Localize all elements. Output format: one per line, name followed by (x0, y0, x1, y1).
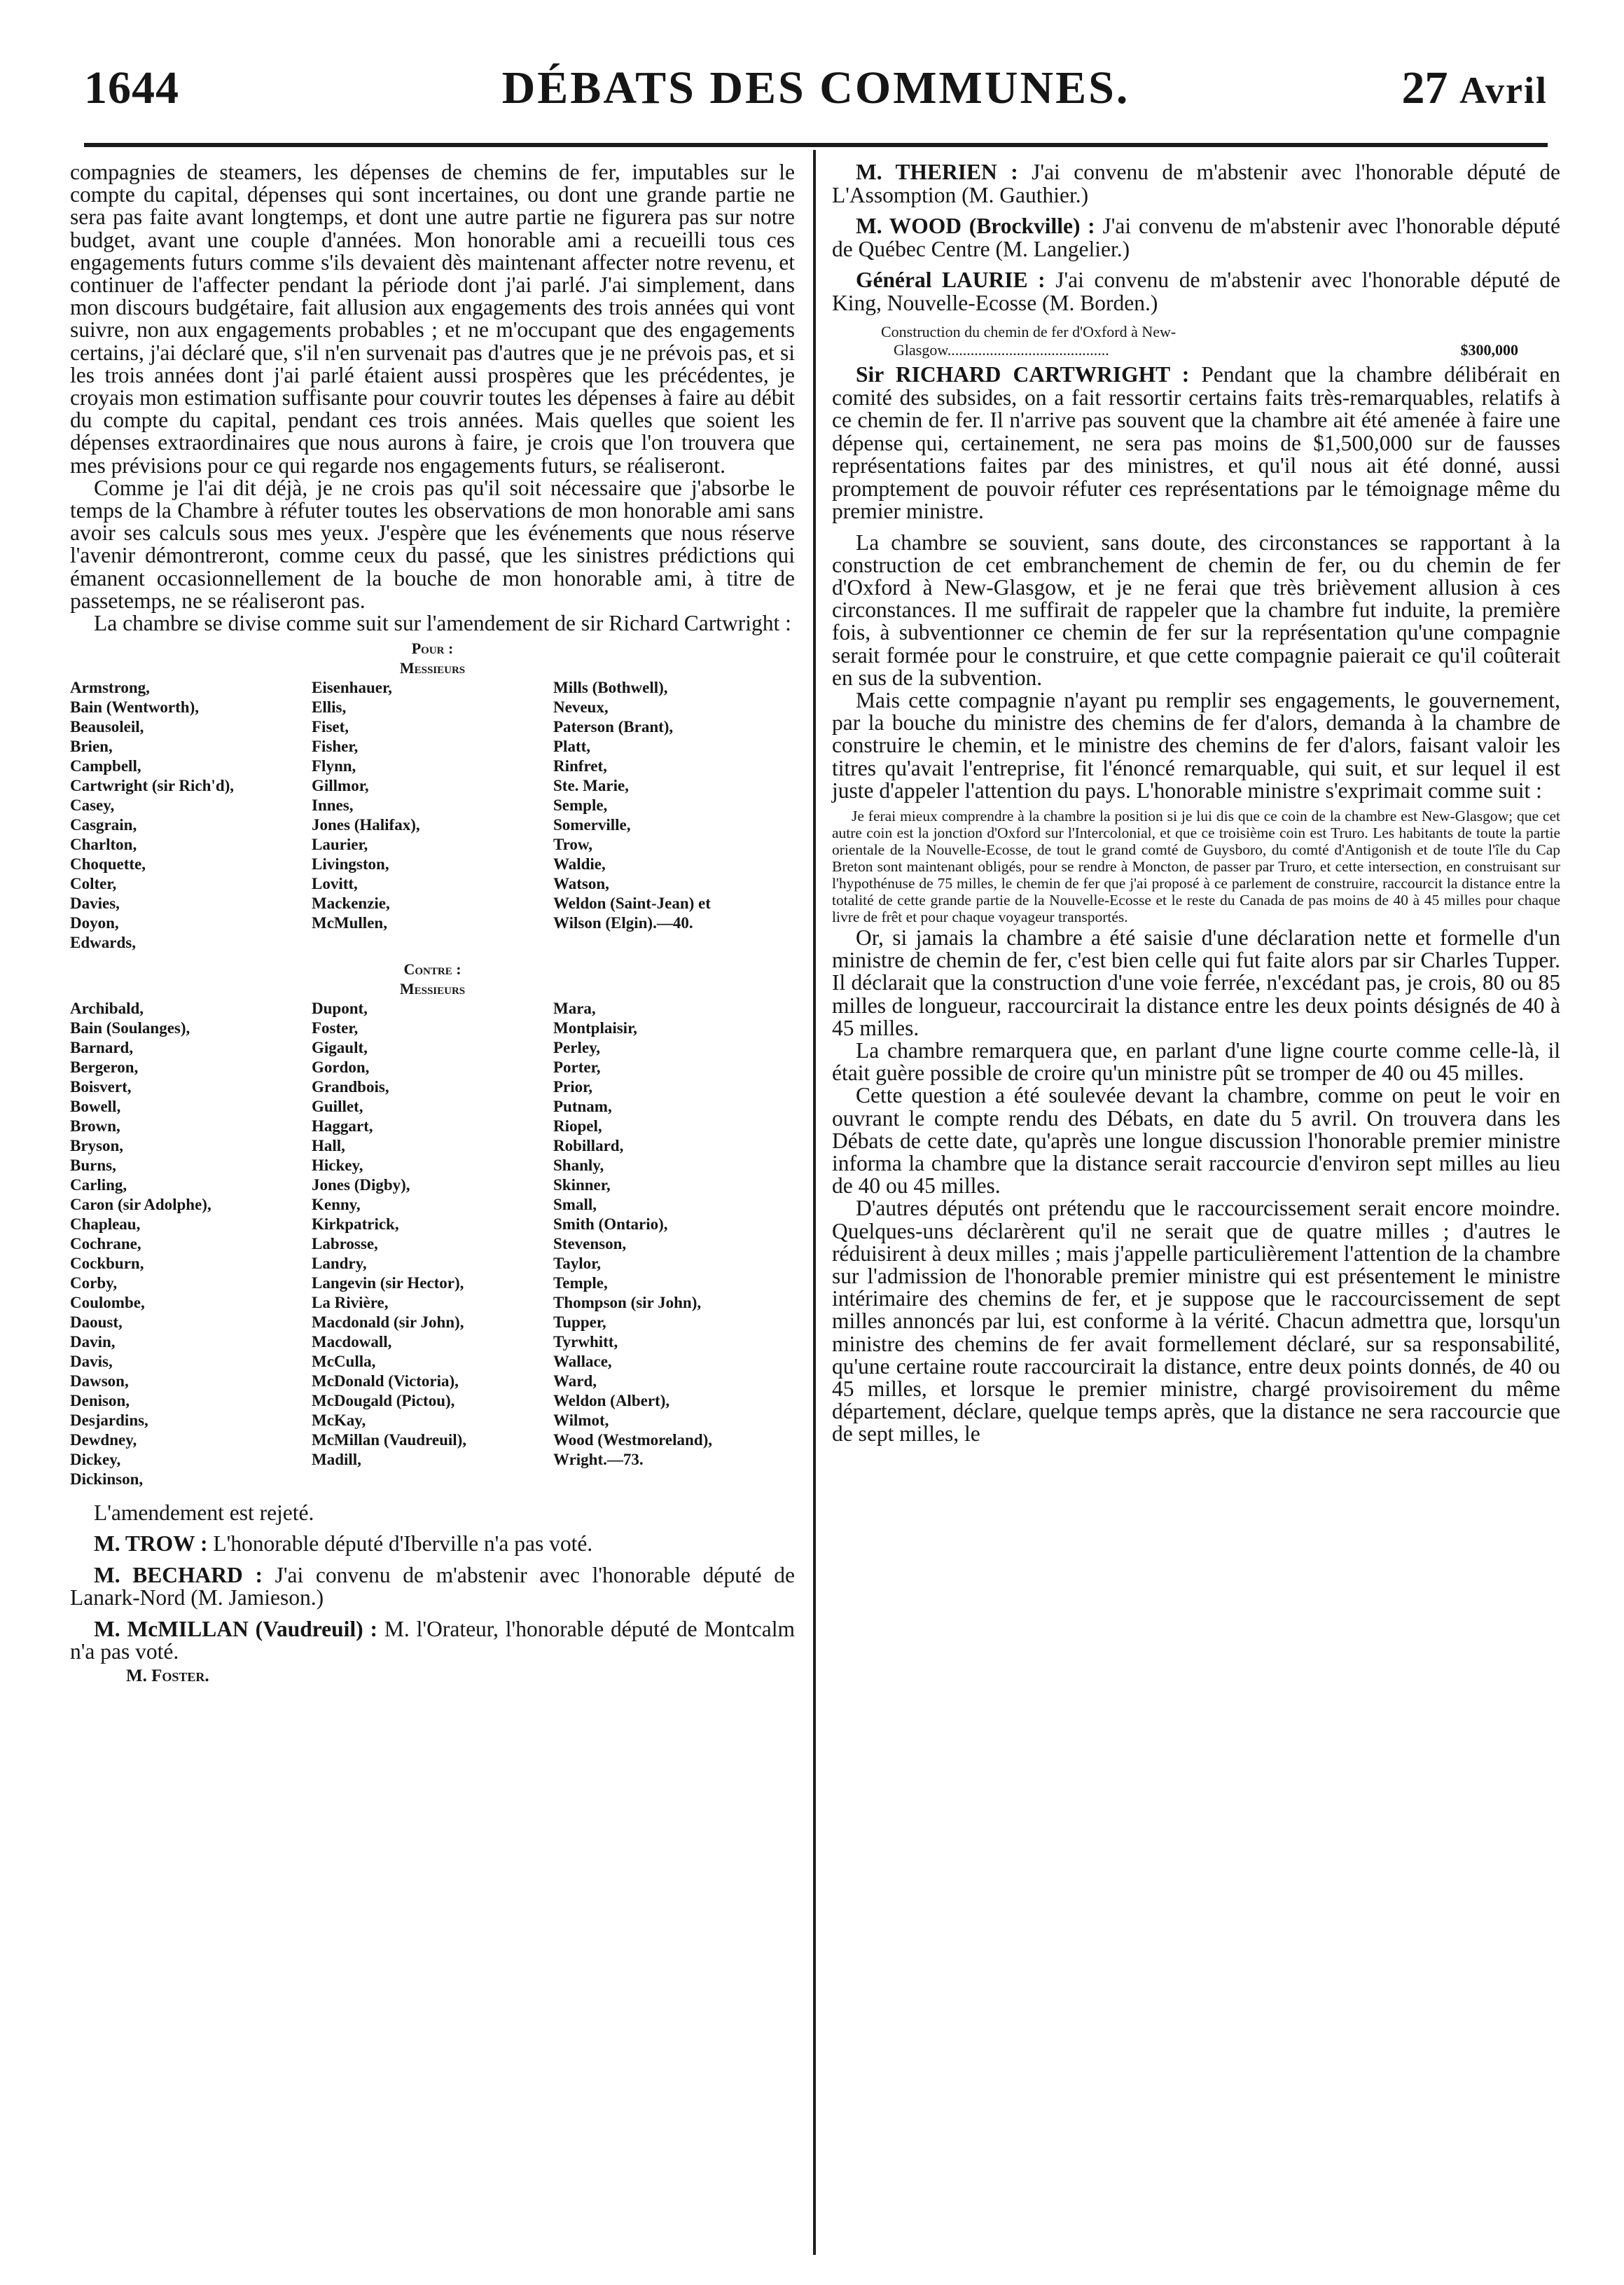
contre-member: Langevin (sir Hector), (312, 1274, 464, 1292)
pour-member: Fisher, (312, 738, 359, 756)
pour-member: Choquette, (70, 855, 146, 874)
speech-laurie-text: J'ai convenu de m'abstenir avec l'honorable député de King, Nouvelle-Ecosse (M. Borden.) (832, 268, 1561, 315)
contre-member: Labrosse, (312, 1235, 378, 1253)
contre-member: Grandbois, (312, 1078, 389, 1096)
pour-member: Trow, (553, 836, 593, 854)
contre-member: McDonald (Victoria), (312, 1372, 459, 1390)
pour-member: Flynn, (312, 757, 356, 775)
contre-member: Smith (Ontario), (553, 1215, 668, 1234)
contre-member: Dickey, (70, 1451, 121, 1469)
pour-member: Edwards, (70, 934, 136, 952)
speech-laurie (832, 269, 1560, 315)
pour-heading: Pour : (411, 640, 454, 658)
contre-member: Bergeron, (70, 1058, 139, 1077)
budget-amount: $300,000 (1460, 341, 1518, 359)
pour-messieurs: Messieurs (399, 659, 466, 677)
contre-member: Wright.—73. (553, 1451, 644, 1469)
pour-member: Livingston, (312, 855, 389, 874)
contre-member: Temple, (553, 1274, 608, 1292)
pour-member: Lovitt, (312, 875, 358, 893)
pour-member: Casgrain, (70, 816, 137, 834)
contre-member: Davis, (70, 1353, 113, 1371)
contre-member: Haggart, (312, 1117, 373, 1135)
contre-member: Bain (Soulanges), (70, 1019, 190, 1037)
right-paragraph-2: La chambre se souvient, sans doute, des circonstances se rapportant à la construction de cet embranchement de chemin de fer, ou du chemin de fer d'Oxford à New-Glasgow, et je ne ferai que très brièvement allusion à ces circonstances. Il me suffirait de rappeler que la chambre fut induite, la première fois, à subventionner ce chemin de fer sur la représentation qu'une compagnie serait formée pour le construire, et que cette compagnie paierait ce qu'il coûterait en sus de la subvention. (832, 530, 1560, 690)
contre-member: Foster, (312, 1019, 359, 1037)
pour-member: Colter, (70, 875, 117, 893)
pour-member: Gillmor, (312, 777, 369, 795)
contre-member: Denison, (70, 1392, 130, 1410)
speaker-foster: M. Foster. (126, 1666, 209, 1685)
contre-member: McCulla, (312, 1353, 376, 1371)
contre-member: Dewdney, (70, 1431, 137, 1449)
pour-member: Bain (Wentworth), (70, 698, 199, 717)
pour-member: Charlton, (70, 836, 137, 854)
speech-mcmillan-text: M. l'Orateur, l'honorable député de Montcalm n'a pas voté. (70, 1616, 795, 1664)
speaker-bechard: M. BECHARD : (94, 1562, 263, 1587)
budget-line-1: Construction du chemin de fer d'Oxford à New- (881, 323, 1177, 340)
pour-member: Jones (Halifax), (312, 816, 420, 834)
contre-member: Shanly, (553, 1157, 604, 1175)
left-paragraph-1: compagnies de steamers, les dépenses de chemins de fer, imputables sur le compte du capital, dépenses qui sont incertaines, ou dont une grande partie ne sera pas faite avant longtemps, et dont une autre partie ne figurera pas sur notre budget, avant une couple d'années. Mon honorable ami a recueilli tous ces engagements futurs comme s'ils devaient dès maintenant affecter notre revenu, et continuer de l'affecter pendant la période dont j'ai parlé. J'ai simplement, dans mon discours budgétaire, fait allusion aux engagements des trois années qui vont suivre, non aux engagements probables ; et ne m'occupant que des engagements certains, j'ai déclaré que, s'il n'en survenait pas d'autres que je ne prévois pas, et si les trois années dont j'ai parlé étaient aussi prospères que les précédentes, je croyais mon estimation suffisante pour couvrir toutes les dépenses à faire au débit du compte du capital, pendant ces trois années. Mais quelles que soient les dépenses extraordinaires que nous aurons à faire, je crois que l'on trouvera que mes prévisions pour ce qui regarde nos engagements futurs, se réaliseront. (70, 160, 795, 478)
contre-member: Coulombe, (70, 1294, 145, 1312)
pour-member: Fiset, (312, 718, 349, 736)
contre-member: Wilmot, (553, 1411, 609, 1430)
pour-member: Eisenhauer, (312, 679, 392, 697)
contre-member: McDougald (Pictou), (312, 1392, 455, 1410)
contre-member: Hickey, (312, 1157, 363, 1175)
left-paragraph-2: Comme je l'ai dit déjà, je ne crois pas qu'il soit nécessaire que j'absorbe le temps de la Chambre à réfuter toutes les observations de mon honorable ami sans avoir ses calculs sous mes yeux. J'espère que les événements que nous réserve l'avenir démontreront, comme ceux du passé, que les sinistres prédictions qui émanent occasionnellement de la bouche de mon honorable ami, à titre de passetemps, ne se réaliseront pas. (70, 475, 795, 613)
minister-quote: Je ferai mieux comprendre à la chambre la position si je lui dis que ce coin de la chambre est New-Glasgow; que cet autre coin est la jonction d'Oxford sur l'Intercolonial, et que ce troisième coin est Truro. Les habitants de toute la partie orientale de la Nouvelle-Ecosse, de tout le grand comté de Guysboro, du comté d'Antigonish et de toute l'île du Cap Breton sont maintenant obligés, pour se rendre à Moncton, de passer par Truro, et cette intersection, en construisant sur l'hypothénuse de 75 milles, le chemin de fer que j'ai proposé à ce parlement de construire, raccourcit la distance entre la totalité de cette grande partie de la Nouvelle-Ecosse et le reste du Canada de pas moins de 40 à 45 milles pour chaque livre de frêt et pour chaque voyageur transportés. (832, 807, 1560, 925)
pour-member: Beausoleil, (70, 718, 144, 736)
contre-member: Thompson (sir John), (553, 1294, 702, 1312)
pour-member: Casey, (70, 796, 115, 815)
contre-member: Riopel, (553, 1117, 602, 1135)
pour-member: Campbell, (70, 757, 141, 775)
pour-member (312, 933, 553, 953)
page-number: 1644 (84, 62, 179, 113)
contre-member: Tyrwhitt, (553, 1333, 618, 1351)
column-divider (813, 150, 816, 2255)
contre-member: Brown, (70, 1117, 120, 1135)
contre-member: Skinner, (553, 1176, 611, 1194)
contre-member: Daoust, (70, 1313, 123, 1332)
pour-member: McMullen, (312, 914, 387, 932)
page-header (84, 62, 1548, 122)
contre-member: Boisvert, (70, 1078, 132, 1096)
contre-member: Landry, (312, 1255, 367, 1273)
pour-member: Waldie, (553, 855, 606, 874)
contre-member: Weldon (Albert), (553, 1392, 670, 1410)
contre-member: McMillan (Vaudreuil), (312, 1431, 467, 1449)
contre-member (312, 1470, 553, 1489)
contre-member: Gigault, (312, 1039, 368, 1057)
speaker-laurie: Général LAURIE : (856, 268, 1046, 292)
contre-member: Stevenson, (553, 1235, 627, 1253)
contre-member: Robillard, (553, 1137, 624, 1155)
pour-member: Watson, (553, 875, 609, 893)
contre-member: Madill, (312, 1451, 361, 1469)
pour-member: Somerville, (553, 816, 631, 834)
contre-member: Carling, (70, 1176, 127, 1194)
speaker-trow: M. TROW : (94, 1531, 208, 1556)
contre-member: Porter, (553, 1058, 601, 1077)
speech-trow (70, 1533, 795, 1556)
speaker-wood: M. WOOD (Brockville) : (856, 214, 1095, 238)
contre-member: Desjardins, (70, 1411, 148, 1430)
contre-member: Caron (sir Adolphe), (70, 1196, 211, 1214)
contre-member: Prior, (553, 1078, 592, 1096)
contre-member: Hall, (312, 1137, 345, 1155)
contre-member: Dickinson, (70, 1470, 144, 1489)
speech-bechard (70, 1564, 795, 1610)
right-paragraph-6: Cette question a été soulevée devant la chambre, comme on peut le voir en ouvrant le compte rendu des Débats, en date du 5 avril. On trouvera dans les Débats de cette date, qu'après une longue discussion l'honorable premier ministre informa la chambre que la distance serait raccourcie d'environ sept milles au lieu de 40 ou 45 milles. (832, 1083, 1560, 1199)
contre-member: Macdonald (sir John), (312, 1313, 464, 1332)
contre-member: Gordon, (312, 1058, 370, 1077)
pour-member: Mackenzie, (312, 895, 390, 913)
pour-member: Laurier, (312, 836, 368, 854)
speech-bechard-text: J'ai convenu de m'abstenir avec l'honorable député de Lanark-Nord (M. Jamieson.) (70, 1562, 795, 1610)
pour-member: Innes, (312, 796, 354, 815)
date-day: 27 (1401, 62, 1448, 113)
pour-member: Armstrong, (70, 679, 150, 697)
contre-member: Guillet, (312, 1098, 363, 1116)
contre-member: Tupper, (553, 1313, 606, 1332)
pour-member: Ste. Marie, (553, 777, 629, 795)
pour-member: Weldon (Saint-Jean) et (553, 895, 711, 913)
right-paragraph-4: Or, si jamais la chambre a été saisie d'une déclaration nette et formelle d'un ministre de chemin de fer, c'est bien celle qui fut faite alors par sir Charles Tupper. Il déclarait que la construction d'une voie ferrée, n'excédant pas, je crois, 80 ou 85 milles de longueur, raccourcirait la distance entre les deux points désignés de 40 à 45 milles. (832, 925, 1560, 1040)
contre-member: Dawson, (70, 1372, 129, 1390)
pour-member: Paterson (Brant), (553, 718, 674, 736)
contre-member: Cockburn, (70, 1255, 144, 1273)
contre-member: Chapleau, (70, 1215, 141, 1234)
pour-member: Ellis, (312, 698, 347, 717)
speech-therien (832, 161, 1560, 207)
contre-member: Macdowall, (312, 1333, 392, 1351)
contre-heading: Contre : (403, 960, 461, 979)
date-month: Avril (1459, 69, 1548, 111)
contre-member: Mara, (553, 1000, 596, 1018)
contre-member: Archibald, (70, 1000, 144, 1018)
budget-line-2: Glasgow.......................................... (894, 341, 1109, 359)
right-paragraph-5: La chambre remarquera que, en parlant d'une ligne courte comme celle-là, il était guère possible de croire qu'un ministre pût se tromper de 40 ou 45 milles. (832, 1037, 1560, 1086)
pour-member: Semple, (553, 796, 608, 815)
budget-item (832, 323, 1560, 359)
pour-member: Doyon, (70, 914, 119, 932)
speech-cartwright (832, 364, 1560, 523)
contre-member: Taylor, (553, 1255, 601, 1273)
contre-member: Wood (Westmoreland), (553, 1431, 713, 1449)
speech-trow-text: L'honorable député d'Iberville n'a pas voté. (207, 1531, 593, 1556)
contre-member: La Rivière, (312, 1294, 389, 1312)
right-column (832, 161, 1560, 1446)
speaker-mcmillan: M. McMILLAN (Vaudreuil) : (94, 1616, 378, 1641)
pour-member: Rinfret, (553, 757, 607, 775)
speech-mcmillan (70, 1618, 795, 1664)
contre-member (553, 1470, 795, 1489)
contre-member: Barnard, (70, 1039, 134, 1057)
contre-member: Dupont, (312, 1000, 368, 1018)
speaker-therien: M. THERIEN : (856, 160, 1018, 184)
page-title: DÉBATS DES COMMUNES. (501, 62, 1130, 113)
pour-member: Neveux, (553, 698, 609, 717)
contre-member: Perley, (553, 1039, 601, 1057)
contre-member: Putnam, (553, 1098, 612, 1116)
page-date (1402, 62, 1548, 115)
pour-vote-list (70, 678, 795, 953)
pour-member: Platt, (553, 738, 591, 756)
amendment-rejected: L'amendement est rejeté. (94, 1500, 314, 1526)
contre-member: Bowell, (70, 1098, 121, 1116)
contre-member: Kenny, (312, 1196, 361, 1214)
pour-member: Mills (Bothwell), (553, 679, 668, 697)
speech-cartwright-text: Pendant que la chambre délibérait en comité des subsides, on a fait ressortir certains faits très-remarquables, relatifs à ce chemin de fer. Il n'arrive pas souvent que la chambre ait été amenée à faire une dépense qui, certainement, ne sera pas moins de $1,500,000 sur de fausses représentations faites par des ministres, et qu'il nous ait été donné, aussi promptement de pouvoir réfuter ces représentations par le témoignage même du premier ministre. (832, 362, 1560, 523)
contre-member: Ward, (553, 1372, 597, 1390)
contre-messieurs: Messieurs (399, 980, 466, 998)
contre-member: Montplaisir, (553, 1019, 637, 1037)
contre-member: Kirkpatrick, (312, 1215, 399, 1234)
pour-member: Cartwright (sir Rich'd), (70, 777, 235, 795)
pour-member: Brien, (70, 738, 113, 756)
right-paragraph-7: D'autres députés ont prétendu que le raccourcissement serait encore moindre. Quelques-uns déclarèrent qu'il ne serait que de quatre milles ; d'autres le réduisirent à deux milles ; mais j'appelle particulièrement l'attention de la chambre sur l'admission de l'honorable premier ministre qui est présentement le ministre intérimaire des chemins de fer, et je suppose que le raccourcissement de sept milles annoncés par lui, est conforme à la vérité. Chacun admettra que, lorsqu'un ministre des chemins de fer avait formellement déclaré, sur sa responsabilité, qu'une certaine route raccourcirait la distance, entre deux points donnés, de 40 ou 45 milles, et lorsque le premier ministre, chargé provisoirement du même département, déclare, quelque temps après, que la distance ne sera raccourcie que de sept milles, le (832, 1196, 1560, 1447)
contre-member: Davin, (70, 1333, 116, 1351)
contre-member: McKay, (312, 1411, 366, 1430)
contre-member: Small, (553, 1196, 597, 1214)
contre-member: Jones (Digby), (312, 1176, 410, 1194)
pour-member (553, 933, 795, 953)
speech-therien-text: J'ai convenu de m'abstenir avec l'honorable député de L'Assomption (M. Gauthier.) (832, 160, 1560, 207)
speaker-cartwright: Sir RICHARD CARTWRIGHT : (856, 362, 1190, 387)
pour-member: Davies, (70, 895, 120, 913)
contre-member: Burns, (70, 1157, 116, 1175)
speech-wood (832, 215, 1560, 261)
right-paragraph-3: Mais cette compagnie n'ayant pu remplir ses engagements, le gouvernement, par la bouche du ministre des chemins de fer d'alors, demanda à la chambre de construire le chemin, et le ministre des chemins de fer d'alors, faisant valoir les titres qu'avait l'entreprise, fit l'énoncé remarquable, qui suit, et sur lequel il est juste d'appeler l'attention du pays. L'honorable ministre s'exprimait comme suit : (832, 687, 1560, 803)
contre-member: Corby, (70, 1274, 118, 1292)
contre-member: Wallace, (553, 1353, 612, 1371)
speech-wood-text: J'ai convenu de m'abstenir avec l'honorable député de Québec Centre (M. Langelier.) (832, 214, 1561, 261)
header-rule (84, 143, 1548, 147)
contre-vote-list (70, 999, 795, 1489)
left-paragraph-3: La chambre se divise comme suit sur l'amendement de sir Richard Cartwright : (94, 611, 791, 636)
contre-member: Bryson, (70, 1137, 124, 1155)
pour-member: Wilson (Elgin).—40. (553, 914, 693, 932)
left-column (70, 161, 795, 1686)
contre-member: Cochrane, (70, 1235, 141, 1253)
